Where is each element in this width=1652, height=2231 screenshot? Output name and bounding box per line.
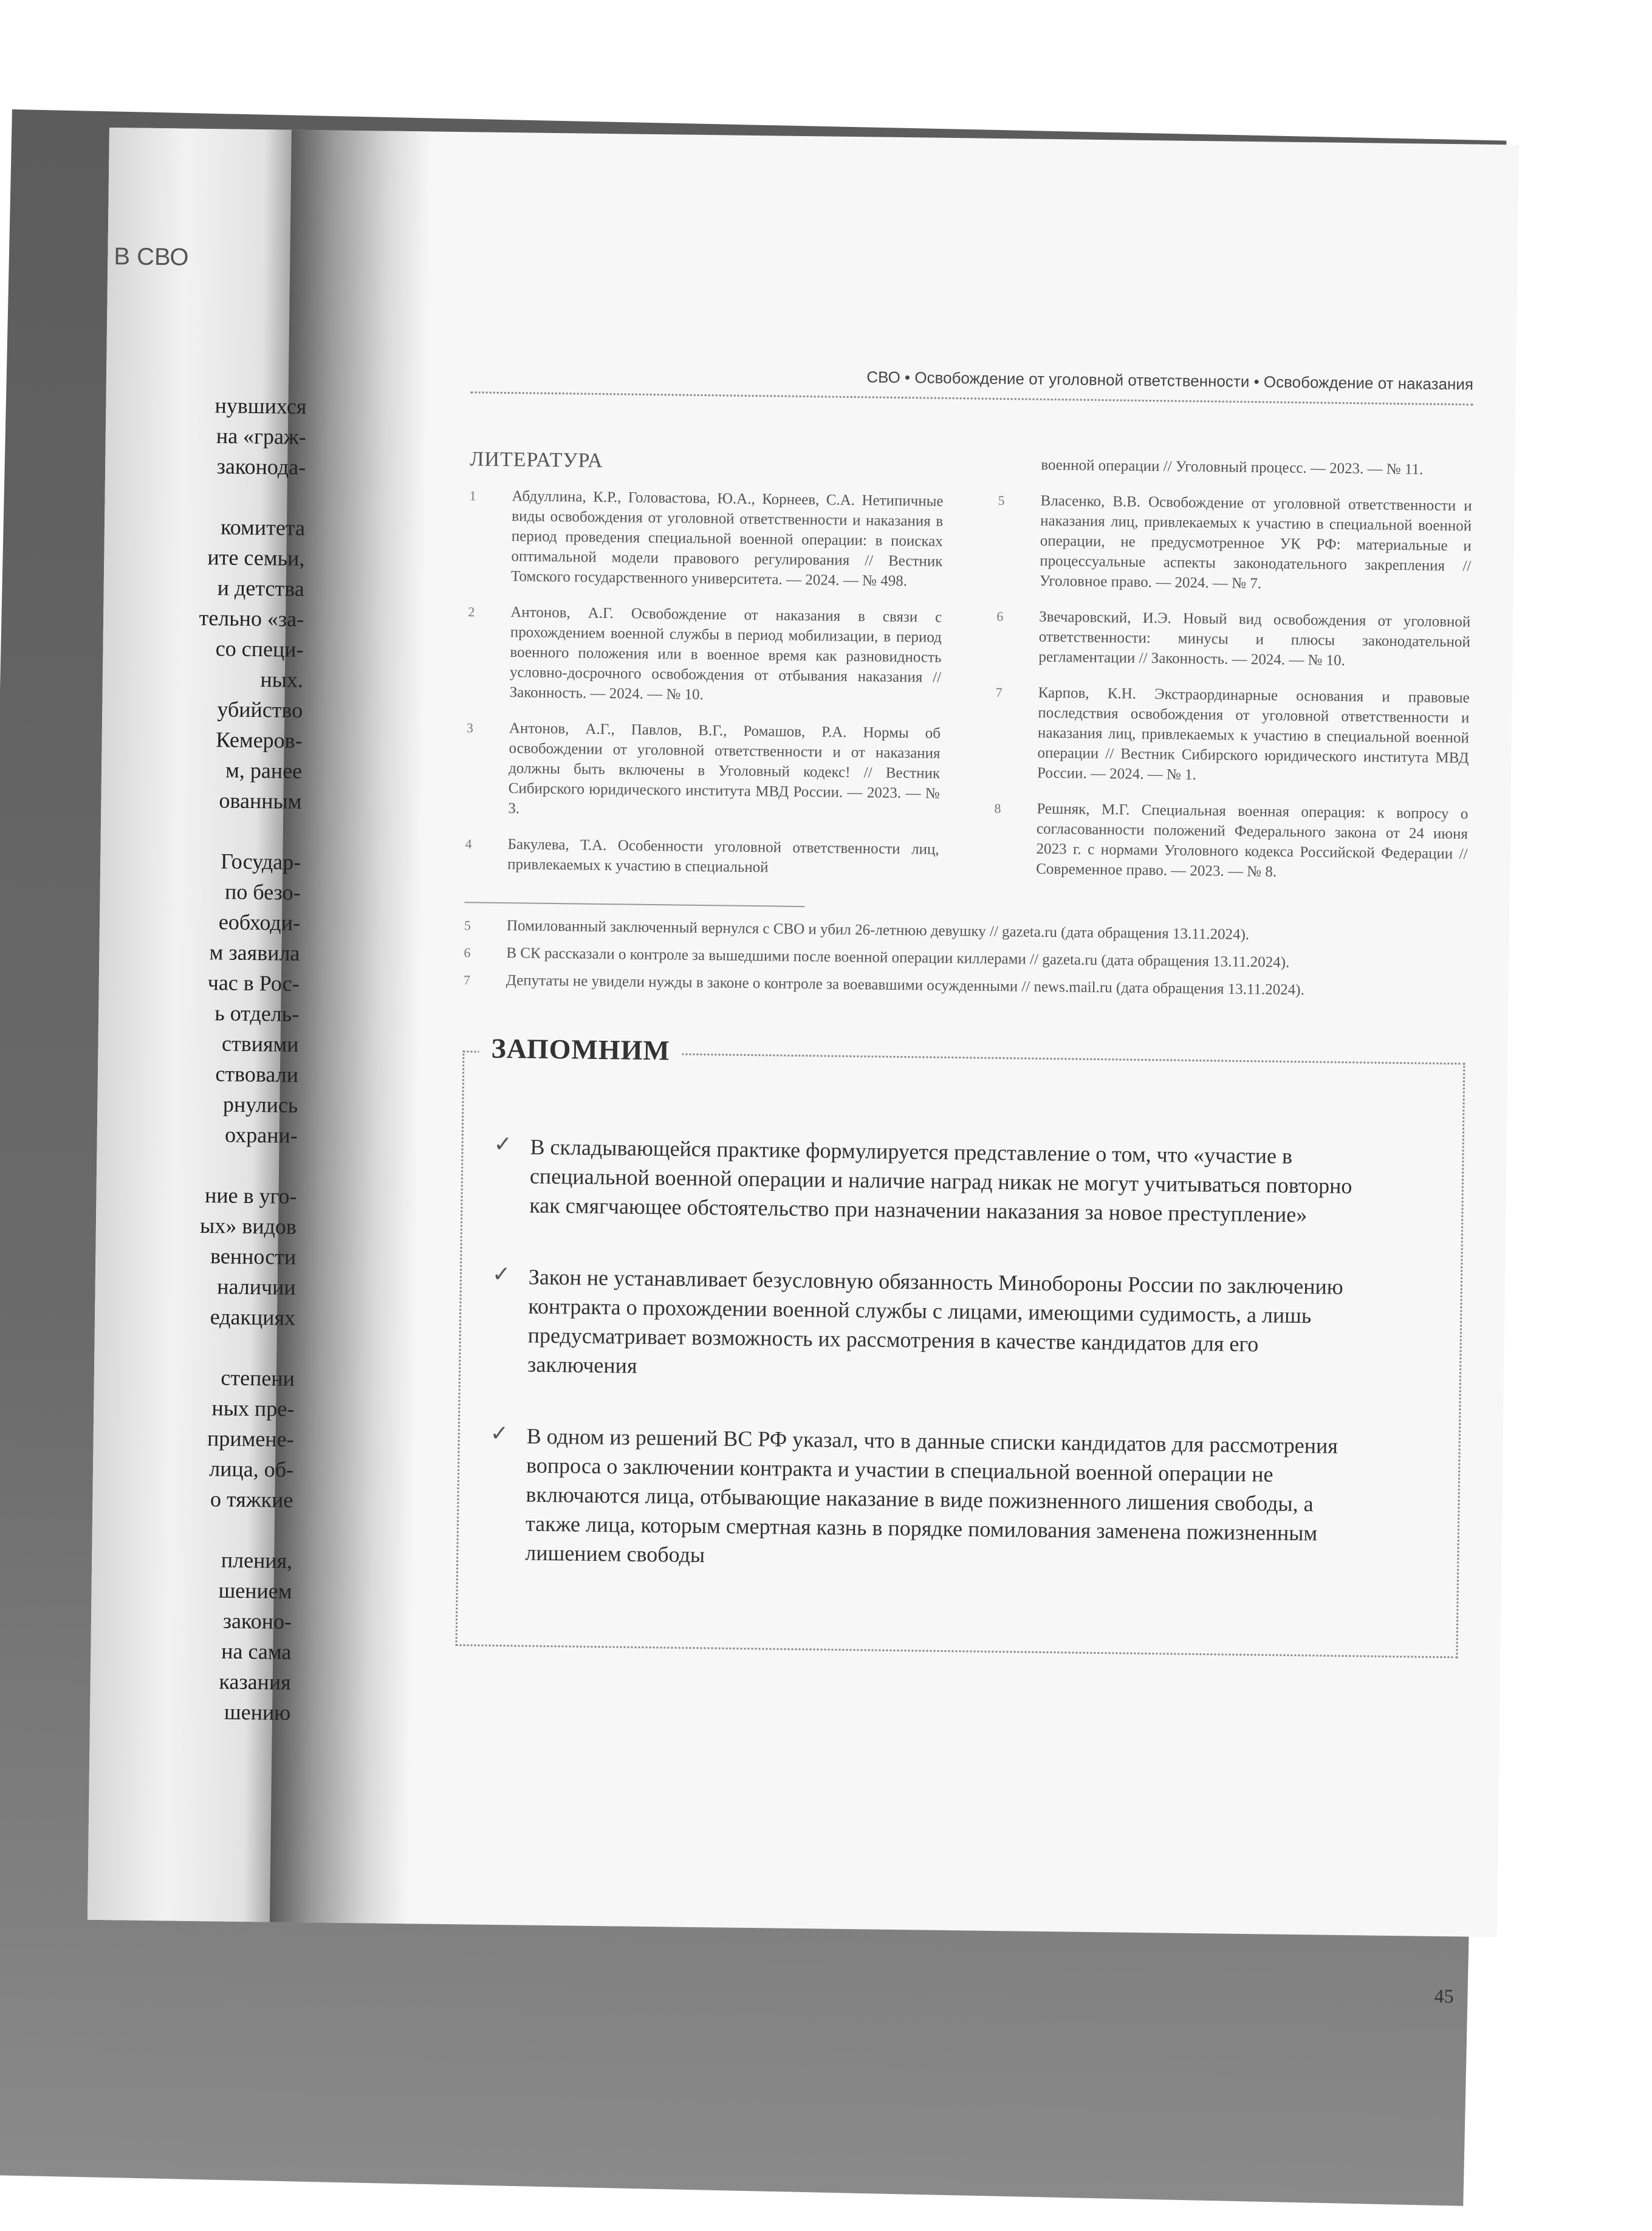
footnote-item bbox=[464, 970, 1466, 1002]
checkmark-icon: ✓ bbox=[492, 1261, 511, 1287]
left-page-line: на сама bbox=[221, 1639, 292, 1664]
left-page-line: тельно «за- bbox=[199, 605, 304, 631]
footnote-text: Помилованный заключенный вернулся с СВО и убил 26-летнюю девушку // gazeta.ru (дата обращения 13.11.2024). bbox=[506, 917, 1250, 944]
left-page-line: по безо- bbox=[224, 879, 301, 905]
left-page-text-fragments bbox=[108, 389, 307, 1728]
left-page-line: охрани- bbox=[224, 1122, 298, 1148]
left-page-line: рнулись bbox=[222, 1092, 298, 1117]
footnote-item bbox=[464, 942, 1466, 975]
left-page-line: наличии bbox=[217, 1274, 296, 1300]
running-header: СВО • Освобождение от уголовной ответственности • Освобождение от наказания bbox=[471, 363, 1473, 405]
left-page-line: ых» видов bbox=[199, 1213, 297, 1239]
right-page bbox=[456, 363, 1474, 2007]
remember-box bbox=[456, 1032, 1465, 1658]
remember-item bbox=[491, 1262, 1430, 1390]
reference-number: 8 bbox=[994, 800, 1001, 817]
reference-number: 5 bbox=[998, 492, 1005, 509]
reference-text: Антонов, А.Г. Освобождение от наказания в связи с прохождением военной службы в период мобилизации, в период военного положения или в военное время как разновидность условно-досрочного освобождения от отбывания наказания // Законность. — 2024. — № 10. bbox=[509, 604, 942, 704]
left-page-line: час в Рос- bbox=[207, 970, 300, 996]
left-page-line: ите семьи, bbox=[207, 545, 305, 571]
reference-item bbox=[465, 718, 941, 824]
literature-section bbox=[465, 448, 1473, 902]
reference-continuation: военной операции // Уголовный процесс. — 2023. — № 11. bbox=[1041, 456, 1424, 478]
left-page-line bbox=[123, 480, 306, 513]
reference-number: 4 bbox=[465, 836, 472, 852]
left-page-line: и детства bbox=[217, 575, 304, 601]
left-page-line bbox=[111, 1513, 293, 1546]
reference-number: 2 bbox=[468, 604, 475, 620]
footnote-item bbox=[464, 915, 1467, 947]
left-page-line: казания bbox=[219, 1669, 292, 1695]
footnote-text: В СК рассказали о контроле за вышедшими после военной операции киллерами // gazeta.ru (дата обращения 13.11.2024). bbox=[506, 945, 1290, 971]
reference-item bbox=[467, 601, 942, 708]
reference-text: Решняк, М.Г. Специальная военная операция: к вопросу о согласованности положений Федерального закона от 24 июня 2023 г. с нормами Уголовного кодекса Российской Федерации // Современное право. — 2023. — № 8. bbox=[1036, 800, 1469, 880]
left-page-line bbox=[119, 814, 302, 847]
left-page-line: примене- bbox=[207, 1426, 294, 1451]
footnote-number: 6 bbox=[464, 945, 471, 961]
reference-number: 6 bbox=[996, 608, 1004, 625]
reference-item bbox=[465, 834, 939, 880]
left-page-line: шением bbox=[218, 1578, 292, 1603]
left-page-line: лица, об- bbox=[209, 1456, 294, 1482]
literature-column-left bbox=[465, 448, 944, 895]
reference-item bbox=[468, 485, 944, 592]
left-page-line: на «граж- bbox=[216, 423, 307, 449]
remember-item bbox=[493, 1132, 1432, 1231]
left-page-line: законода- bbox=[216, 454, 306, 479]
left-page-line: м заявила bbox=[209, 940, 300, 965]
remember-item-text: В складывающейся практике формулируется представление о том, что «участие в специальной военной операции и наличие наград никак не могут учитываться повторно как смягчающее обстоятельство при назначении наказания за новое преступление» bbox=[529, 1134, 1352, 1227]
reference-text: Бакулева, Т.А. Особенности уголовной ответственности лиц, привлекаемых к участию в специальной bbox=[507, 836, 939, 876]
left-page-line: Кемеров- bbox=[216, 727, 303, 753]
remember-item-text: Закон не устанавливает безусловную обязанность Минобороны России по заключению контракта о прохождении военной службы с лицами, имеющими судимость, а лишь предусматривает возможность их рассмотрения в качестве кандидатов для его заключения bbox=[527, 1264, 1343, 1378]
footnote-number: 7 bbox=[463, 972, 471, 988]
left-page-line: ованным bbox=[219, 788, 302, 814]
literature-column-right bbox=[993, 454, 1473, 902]
left-page-line: пления, bbox=[221, 1547, 293, 1573]
left-page-line: ствовали bbox=[215, 1061, 299, 1087]
footnote-number: 5 bbox=[464, 917, 471, 933]
footnote-text: Депутаты не увидели нужды в законе о контроле за воевавшими осужденными // news.mail.ru (дата обращения 13.11.2024). bbox=[506, 972, 1305, 999]
left-page-line bbox=[115, 1148, 298, 1181]
left-page-line: шению bbox=[224, 1699, 291, 1725]
reference-text: Карпов, К.Н. Экстраординарные основания и правовые последствия освобождения от уголовной ответственности и наказания лиц, привлекаемых к участию в специальной военной операции // Вестник Сибирского юридического института МВД России. — 2024. — № 1. bbox=[1037, 684, 1470, 783]
reference-item bbox=[993, 798, 1469, 885]
remember-item bbox=[488, 1421, 1428, 1578]
left-page-line: со специ- bbox=[215, 636, 304, 662]
page-number: 45 bbox=[1434, 1984, 1454, 2007]
footnote-rule bbox=[464, 902, 804, 907]
reference-text: Антонов, А.Г., Павлов, В.Г., Ромашов, Р.А. Нормы об освобождении от уголовной ответственности и от наказания должны быть включены в Уголовный кодекс! // Вестник Сибирского юридического института МВД России. — 2023. — № 3. bbox=[508, 720, 941, 817]
left-page-line: венности bbox=[210, 1244, 296, 1269]
left-page-line: о тяжкие bbox=[210, 1487, 293, 1512]
left-page-line: Государ- bbox=[220, 849, 301, 874]
left-page-line bbox=[112, 1331, 295, 1363]
checkmark-icon: ✓ bbox=[493, 1131, 513, 1157]
checkmark-icon: ✓ bbox=[490, 1421, 509, 1447]
left-page-line: комитета bbox=[220, 515, 306, 540]
left-page-line: едакциях bbox=[210, 1304, 296, 1330]
left-page-line: м, ранее bbox=[225, 758, 303, 783]
left-page-line: ние в уго- bbox=[204, 1183, 297, 1208]
left-page-line: ных. bbox=[260, 667, 304, 692]
reference-item bbox=[996, 606, 1470, 673]
reference-number: 7 bbox=[995, 684, 1003, 701]
book-spread bbox=[87, 128, 1519, 2007]
reference-item bbox=[995, 682, 1470, 789]
reference-number: 1 bbox=[469, 488, 476, 504]
left-page-line: степени bbox=[221, 1365, 295, 1391]
footnotes bbox=[464, 915, 1467, 1002]
remember-title: ЗАПОМНИМ bbox=[479, 1032, 682, 1067]
left-page-line: ствиями bbox=[221, 1031, 299, 1057]
reference-text: Звечаровский, И.Э. Новый вид освобождения от уголовной ответственности: минусы и плюсы законодательной регламентации // Законность. — 2024. — № 10. bbox=[1038, 608, 1471, 669]
reference-item bbox=[997, 490, 1472, 597]
literature-title: ЛИТЕРАТУРА bbox=[470, 448, 603, 472]
left-page-header: В СВО bbox=[114, 243, 189, 271]
left-page-line: ь отдель- bbox=[214, 1001, 300, 1026]
left-page-line: нувшихся bbox=[214, 393, 307, 419]
reference-text: Власенко, В.В. Освобождение от уголовной ответственности и наказания лиц, привлекаемых к участию в специальной военной операции, не предусмотренное УК РФ: материальные и процессуальные аспекты законодательного закрепления // Уголовное право. — 2024. — № 7. bbox=[1039, 492, 1472, 592]
remember-item-text: В одном из решений ВС РФ указал, что в данные списки кандидатов для рассмотрения вопроса о заключении контракта и участии в специальной военной операции не включаются лица, отбывающие наказание в виде пожизненного лишения свободы, а также лица, которым смертная казнь в порядке помилования заменена пожизненным лишением свободы bbox=[525, 1424, 1338, 1568]
reference-number: 3 bbox=[466, 720, 474, 736]
reference-text: Абдуллина, К.Р., Головастова, Ю.А., Корнеев, С.А. Нетипичные виды освобождения от уголовной ответственности и наказания в период проведения специальной военной операции: в поисках оптимальной модели правового регулирования // Вестник Томского государственного университета. — 2024. — № 498. bbox=[510, 488, 944, 590]
left-page-line: ных пре- bbox=[211, 1396, 295, 1421]
left-page-line: законо- bbox=[222, 1608, 292, 1634]
left-page-line: убийство bbox=[217, 697, 303, 722]
left-page-line: еобходи- bbox=[218, 910, 301, 935]
